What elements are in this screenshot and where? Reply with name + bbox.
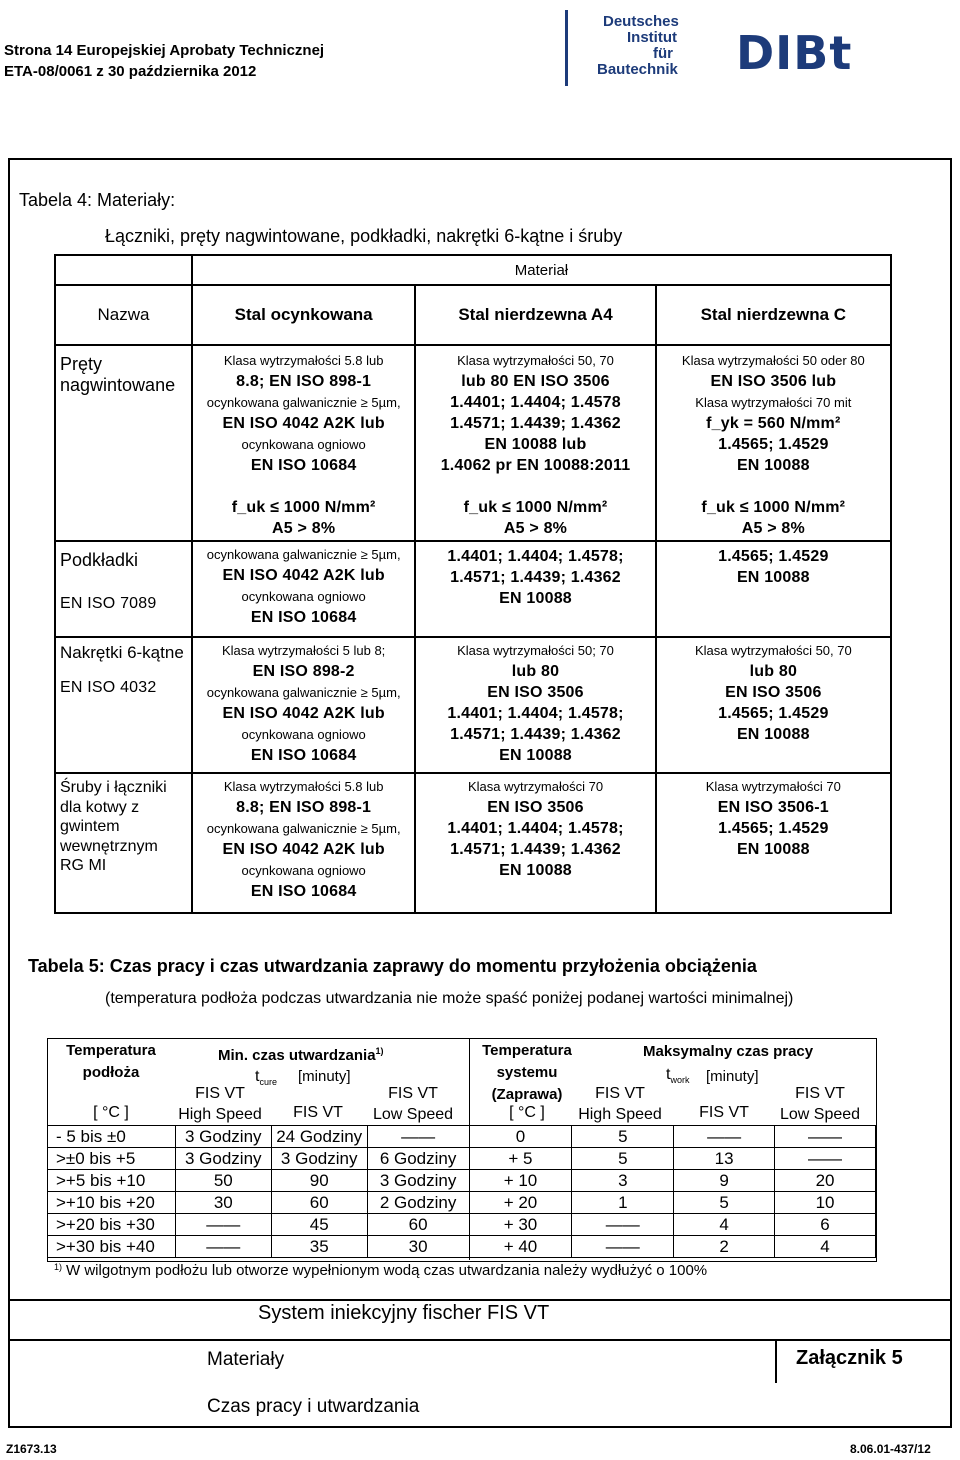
row-name-washers — [55, 541, 192, 637]
material-header: Materiał — [192, 255, 891, 285]
spec-line: lub 80 — [749, 663, 798, 680]
spec-line: EN 10088 lub — [484, 436, 587, 453]
name-line: Śruby i łączniki — [60, 779, 167, 796]
temp-range-cell: >+30 bis +40 — [48, 1236, 176, 1258]
time-cell: + 40 — [469, 1236, 572, 1258]
h-sys-line: (Zaprawa) — [491, 1086, 563, 1103]
spec-line: 1.4571; 1.4439; 1.4362 — [450, 415, 621, 432]
spec-line: ocynkowana galwanicznie ≥ 5µm, — [206, 821, 401, 836]
spec-line — [194, 476, 413, 497]
col-galv-header: Stal ocynkowana — [192, 285, 415, 345]
subcol-line: FIS VT — [388, 1085, 438, 1102]
h-temp-line: Temperatura — [66, 1042, 156, 1059]
doc-code-right: 8.06.01-437/12 — [850, 1442, 931, 1456]
table4-subtitle: Łączniki, pręty nagwintowane, podkładki, nakrętki 6-kątne i śruby — [105, 226, 623, 246]
h-cure — [218, 1046, 384, 1064]
time-cell: 60 — [271, 1192, 367, 1214]
subcol-line: FIS VT — [195, 1085, 245, 1102]
footer-annex-divider — [775, 1339, 777, 1383]
spec-line: EN ISO 4042 A2K lub — [222, 567, 385, 584]
h-temp — [47, 1040, 175, 1084]
t-sub: work — [670, 1075, 690, 1086]
spec-line: 8.8; EN ISO 898-1 — [236, 373, 372, 390]
h-cure-sup: 1) — [375, 1046, 384, 1056]
spec-line: EN ISO 4042 A2K lub — [222, 841, 385, 858]
name-line: nagwintowane — [60, 375, 176, 395]
temp-range-cell: >±0 bis +5 — [48, 1148, 176, 1170]
table5-title: Tabela 5: Czas pracy i czas utwardzania zaprawy do momentu przyłożenia obciążenia — [28, 956, 757, 976]
logo-word: für — [653, 45, 673, 62]
logo-word: Deutsches — [603, 13, 679, 30]
cure-row — [48, 1236, 876, 1258]
name-line: Pręty — [60, 354, 103, 374]
time-cell: 50 — [175, 1170, 271, 1192]
time-cell: 5 — [572, 1126, 674, 1148]
subcol-fisvt-work: FIS VT — [699, 1104, 749, 1121]
time-cell: 5 — [572, 1148, 674, 1170]
header-line-2: ETA-08/0061 z 30 października 2012 — [4, 63, 257, 80]
h-sys-line: systemu — [496, 1064, 558, 1081]
spec-line: Klasa wytrzymałości 70 — [467, 779, 604, 794]
row-name-nuts — [55, 637, 192, 773]
time-cell: 2 Godziny — [367, 1192, 469, 1214]
name-line: wewnętrznym — [60, 837, 158, 855]
spec-line: A5 > 8% — [272, 520, 336, 537]
h-sys-line: Temperatura — [482, 1042, 572, 1059]
spec-line: Klasa wytrzymałości 50 oder 80 — [681, 353, 865, 368]
footnote: W wilgotnym podłożu lub otworze wypełnionym wodą czas utwardzania należy wydłużyć o 100% — [66, 1262, 708, 1279]
time-cell: 90 — [271, 1170, 367, 1192]
time-cell: 10 — [775, 1192, 876, 1214]
time-cell: + 20 — [469, 1192, 572, 1214]
spec-line: EN ISO 10684 — [250, 747, 357, 764]
spec-line: Klasa wytrzymałości 5 lub 8; — [222, 643, 386, 658]
spec-line: 1.4565; 1.4529 — [718, 820, 829, 837]
spec-line: EN 10088 — [736, 726, 810, 743]
h-work-symbol — [666, 1066, 689, 1085]
subcol-line: FIS VT — [595, 1085, 645, 1102]
h-temp-line: podłoża — [82, 1064, 140, 1081]
h-work-unit: [minuty] — [706, 1068, 759, 1085]
spec-line: EN ISO 4042 A2K lub — [222, 705, 385, 722]
subcol-line: High Speed — [178, 1106, 262, 1123]
time-cell: 60 — [367, 1214, 469, 1236]
spec-line: EN ISO 4042 A2K lub — [222, 415, 385, 432]
footer-materials: Materiały — [207, 1349, 285, 1370]
spec-line: EN ISO 10684 — [250, 883, 357, 900]
footer-worktime: Czas pracy i utwardzania — [207, 1396, 420, 1417]
spec-line: ocynkowana ogniowo — [241, 589, 366, 604]
dibt-logo: DIBt — [736, 26, 853, 80]
name-line: gwintem — [60, 818, 120, 835]
subcol-low-speed — [368, 1083, 458, 1125]
h-sys — [476, 1040, 578, 1106]
col-c-header: Stal nierdzewna C — [656, 285, 891, 345]
washers-galv — [192, 541, 415, 637]
spec-line: EN ISO 898-2 — [252, 663, 355, 680]
temp-range-cell: - 5 bis ±0 — [48, 1126, 176, 1148]
spec-line: Klasa wytrzymałości 70 mit — [695, 395, 852, 410]
spec-line: EN ISO 3506 — [725, 684, 822, 701]
materials-table — [54, 254, 892, 914]
time-cell: 35 — [271, 1236, 367, 1258]
spec-line: 1.4401; 1.4404; 1.4578; — [447, 820, 624, 837]
cure-data-table — [47, 1125, 876, 1258]
spec-line: EN ISO 10684 — [250, 457, 357, 474]
time-cell: 24 Godziny — [271, 1126, 367, 1148]
rods-a4 — [415, 345, 655, 541]
t-symbol: t — [255, 1068, 260, 1085]
time-cell: 2 — [674, 1236, 775, 1258]
spec-line: EN 10088 — [499, 747, 572, 764]
time-cell: + 30 — [469, 1214, 572, 1236]
doc-code-left: Z1673.13 — [6, 1442, 57, 1456]
time-cell: 3 Godziny — [175, 1148, 271, 1170]
time-cell: 4 — [775, 1236, 876, 1258]
screws-galv — [192, 773, 415, 913]
spec-line: EN ISO 10684 — [250, 609, 357, 626]
time-cell: 20 — [775, 1170, 876, 1192]
subcol-low-speed-work — [775, 1083, 865, 1125]
spec-line: lub 80 — [511, 663, 560, 680]
subcol-line: High Speed — [578, 1106, 662, 1123]
spec-line: EN ISO 3506 — [487, 684, 584, 701]
time-cell: —— — [572, 1236, 674, 1258]
spec-line: EN ISO 3506 lub — [710, 373, 837, 390]
spec-line: EN 10088 — [736, 841, 810, 858]
subcol-line: Low Speed — [372, 1106, 454, 1123]
spec-line: 1.4565; 1.4529 — [718, 705, 829, 722]
spec-line: ocynkowana galwanicznie ≥ 5µm, — [206, 395, 401, 410]
time-cell: —— — [572, 1214, 674, 1236]
time-cell: 1 — [572, 1192, 674, 1214]
row-name-screws — [55, 773, 192, 913]
spec-line: lub 80 EN ISO 3506 — [461, 373, 610, 390]
name-line: Podkładki — [60, 550, 139, 570]
screws-a4 — [415, 773, 655, 913]
h-work: Maksymalny czas pracy — [643, 1043, 814, 1060]
time-cell: 13 — [674, 1148, 775, 1170]
time-cell: 30 — [367, 1236, 469, 1258]
time-cell: —— — [674, 1126, 775, 1148]
footer-top-rule — [8, 1299, 952, 1301]
row-name-rods — [55, 345, 192, 541]
spec-line: 1.4571; 1.4439; 1.4362 — [450, 569, 621, 586]
h-cure-unit: [minuty] — [298, 1068, 351, 1085]
spec-line: f_uk ≤ 1000 N/mm² — [463, 499, 608, 516]
washers-c — [656, 541, 891, 637]
system-name: System iniekcyjny fischer FIS VT — [258, 1302, 550, 1324]
spec-line: f_yk = 560 N/mm² — [706, 415, 841, 432]
time-cell: + 5 — [469, 1148, 572, 1170]
spec-line: ocynkowana galwanicznie ≥ 5µm, — [206, 685, 401, 700]
t-sub: cure — [259, 1077, 277, 1088]
name-line: Nakrętki 6-kątne — [60, 643, 184, 662]
nuts-galv — [192, 637, 415, 773]
time-cell: 45 — [271, 1214, 367, 1236]
cure-row — [48, 1192, 876, 1214]
logo-word: Institut — [627, 29, 677, 46]
cure-row — [48, 1214, 876, 1236]
subcol-line: FIS VT — [795, 1085, 845, 1102]
time-cell: 4 — [674, 1214, 775, 1236]
name-line: dla kotwy z — [60, 798, 140, 816]
time-cell: 0 — [469, 1126, 572, 1148]
h-sys-unit: [ °C ] — [509, 1104, 545, 1121]
rods-galv — [192, 345, 415, 541]
time-cell: 3 — [572, 1170, 674, 1192]
logo-divider — [565, 10, 568, 86]
temp-range-cell: >+20 bis +30 — [48, 1214, 176, 1236]
time-cell: 9 — [674, 1170, 775, 1192]
spec-line: EN ISO 3506-1 — [717, 799, 829, 816]
logo-text — [597, 14, 679, 78]
spec-line: 1.4401; 1.4404; 1.4578 — [450, 394, 621, 411]
spec-line: ocynkowana ogniowo — [241, 863, 366, 878]
spec-line: 1.4401; 1.4404; 1.4578; — [447, 705, 624, 722]
spec-line — [417, 476, 653, 497]
spec-line: Klasa wytrzymałości 5.8 lub — [223, 353, 384, 368]
footnote-mark: 1) — [54, 1262, 63, 1272]
spec-line: EN 10088 — [736, 569, 810, 586]
spec-line: 1.4571; 1.4439; 1.4362 — [450, 726, 621, 743]
time-cell: 5 — [674, 1192, 775, 1214]
time-cell: —— — [175, 1214, 271, 1236]
time-cell: —— — [367, 1126, 469, 1148]
temp-range-cell: >+10 bis +20 — [48, 1192, 176, 1214]
screws-c — [656, 773, 891, 913]
time-cell: 6 Godziny — [367, 1148, 469, 1170]
spec-line: Klasa wytrzymałości 50, 70 — [694, 643, 852, 658]
col-a4-header: Stal nierdzewna A4 — [415, 285, 655, 345]
t-symbol: t — [666, 1066, 671, 1083]
time-cell: —— — [175, 1236, 271, 1258]
table4-title: Tabela 4: Materiały: — [19, 190, 176, 210]
spec-line: 1.4401; 1.4404; 1.4578; — [447, 548, 624, 565]
std-line: EN ISO 7089 — [60, 595, 157, 612]
subcol-line: Low Speed — [779, 1106, 861, 1123]
spec-line — [658, 476, 889, 497]
time-cell: —— — [775, 1126, 876, 1148]
time-cell: 3 Godziny — [271, 1148, 367, 1170]
spec-line: Klasa wytrzymałości 50, 70 — [457, 353, 614, 368]
time-cell: 3 Godziny — [175, 1126, 271, 1148]
footer-mid-rule — [8, 1339, 952, 1341]
subcol-high-speed-work — [575, 1083, 665, 1125]
table5-subtitle: (temperatura podłoża podczas utwardzania nie może spaść poniżej podanej wartości minimalnej) — [105, 990, 794, 1007]
cure-row — [48, 1170, 876, 1192]
spec-line: 1.4565; 1.4529 — [718, 548, 829, 565]
washers-a4 — [415, 541, 655, 637]
spec-line: EN 10088 — [499, 590, 572, 607]
time-cell: 30 — [175, 1192, 271, 1214]
annex-label: Załącznik 5 — [796, 1347, 903, 1369]
spec-line: A5 > 8% — [741, 520, 805, 537]
std-line: EN ISO 4032 — [60, 679, 157, 696]
name-line: RG MI — [60, 857, 107, 874]
subcol-high-speed — [175, 1083, 265, 1125]
rods-c — [656, 345, 891, 541]
spec-line: f_uk ≤ 1000 N/mm² — [231, 499, 376, 516]
subcol-fisvt: FIS VT — [293, 1104, 343, 1121]
logo-word: Bautechnik — [597, 61, 678, 78]
spec-line: EN 10088 — [499, 862, 572, 879]
spec-line: ocynkowana galwanicznie ≥ 5µm, — [206, 547, 401, 562]
spec-line: ocynkowana ogniowo — [241, 437, 366, 452]
col-name-header: Nazwa — [55, 285, 192, 345]
spec-line: 1.4565; 1.4529 — [718, 436, 829, 453]
spec-line: Klasa wytrzymałości 50; 70 — [457, 643, 614, 658]
nuts-c — [656, 637, 891, 773]
header-line-1: Strona 14 Europejskiej Aprobaty Technicznej — [4, 42, 325, 59]
time-cell: + 10 — [469, 1170, 572, 1192]
spec-line: Klasa wytrzymałości 5.8 lub — [223, 779, 384, 794]
spec-line: ocynkowana ogniowo — [241, 727, 366, 742]
spec-line: Klasa wytrzymałości 70 — [705, 779, 841, 794]
spec-line: A5 > 8% — [503, 520, 568, 537]
spec-line: 8.8; EN ISO 898-1 — [236, 799, 372, 816]
time-cell: 6 — [775, 1214, 876, 1236]
material-header-spacer — [55, 255, 192, 285]
spec-line: 1.4571; 1.4439; 1.4362 — [450, 841, 621, 858]
h-cure-text: Min. czas utwardzania — [218, 1047, 376, 1064]
spec-line: f_uk ≤ 1000 N/mm² — [701, 499, 846, 516]
time-cell: 3 Godziny — [367, 1170, 469, 1192]
time-cell: —— — [775, 1148, 876, 1170]
spec-line: EN ISO 3506 — [487, 799, 584, 816]
temp-range-cell: >+5 bis +10 — [48, 1170, 176, 1192]
spec-line: EN 10088 — [736, 457, 810, 474]
cure-row — [48, 1148, 876, 1170]
h-temp-unit: [ °C ] — [93, 1104, 129, 1121]
cure-row — [48, 1126, 876, 1148]
spec-line: 1.4062 pr EN 10088:2011 — [440, 457, 631, 474]
nuts-a4 — [415, 637, 655, 773]
